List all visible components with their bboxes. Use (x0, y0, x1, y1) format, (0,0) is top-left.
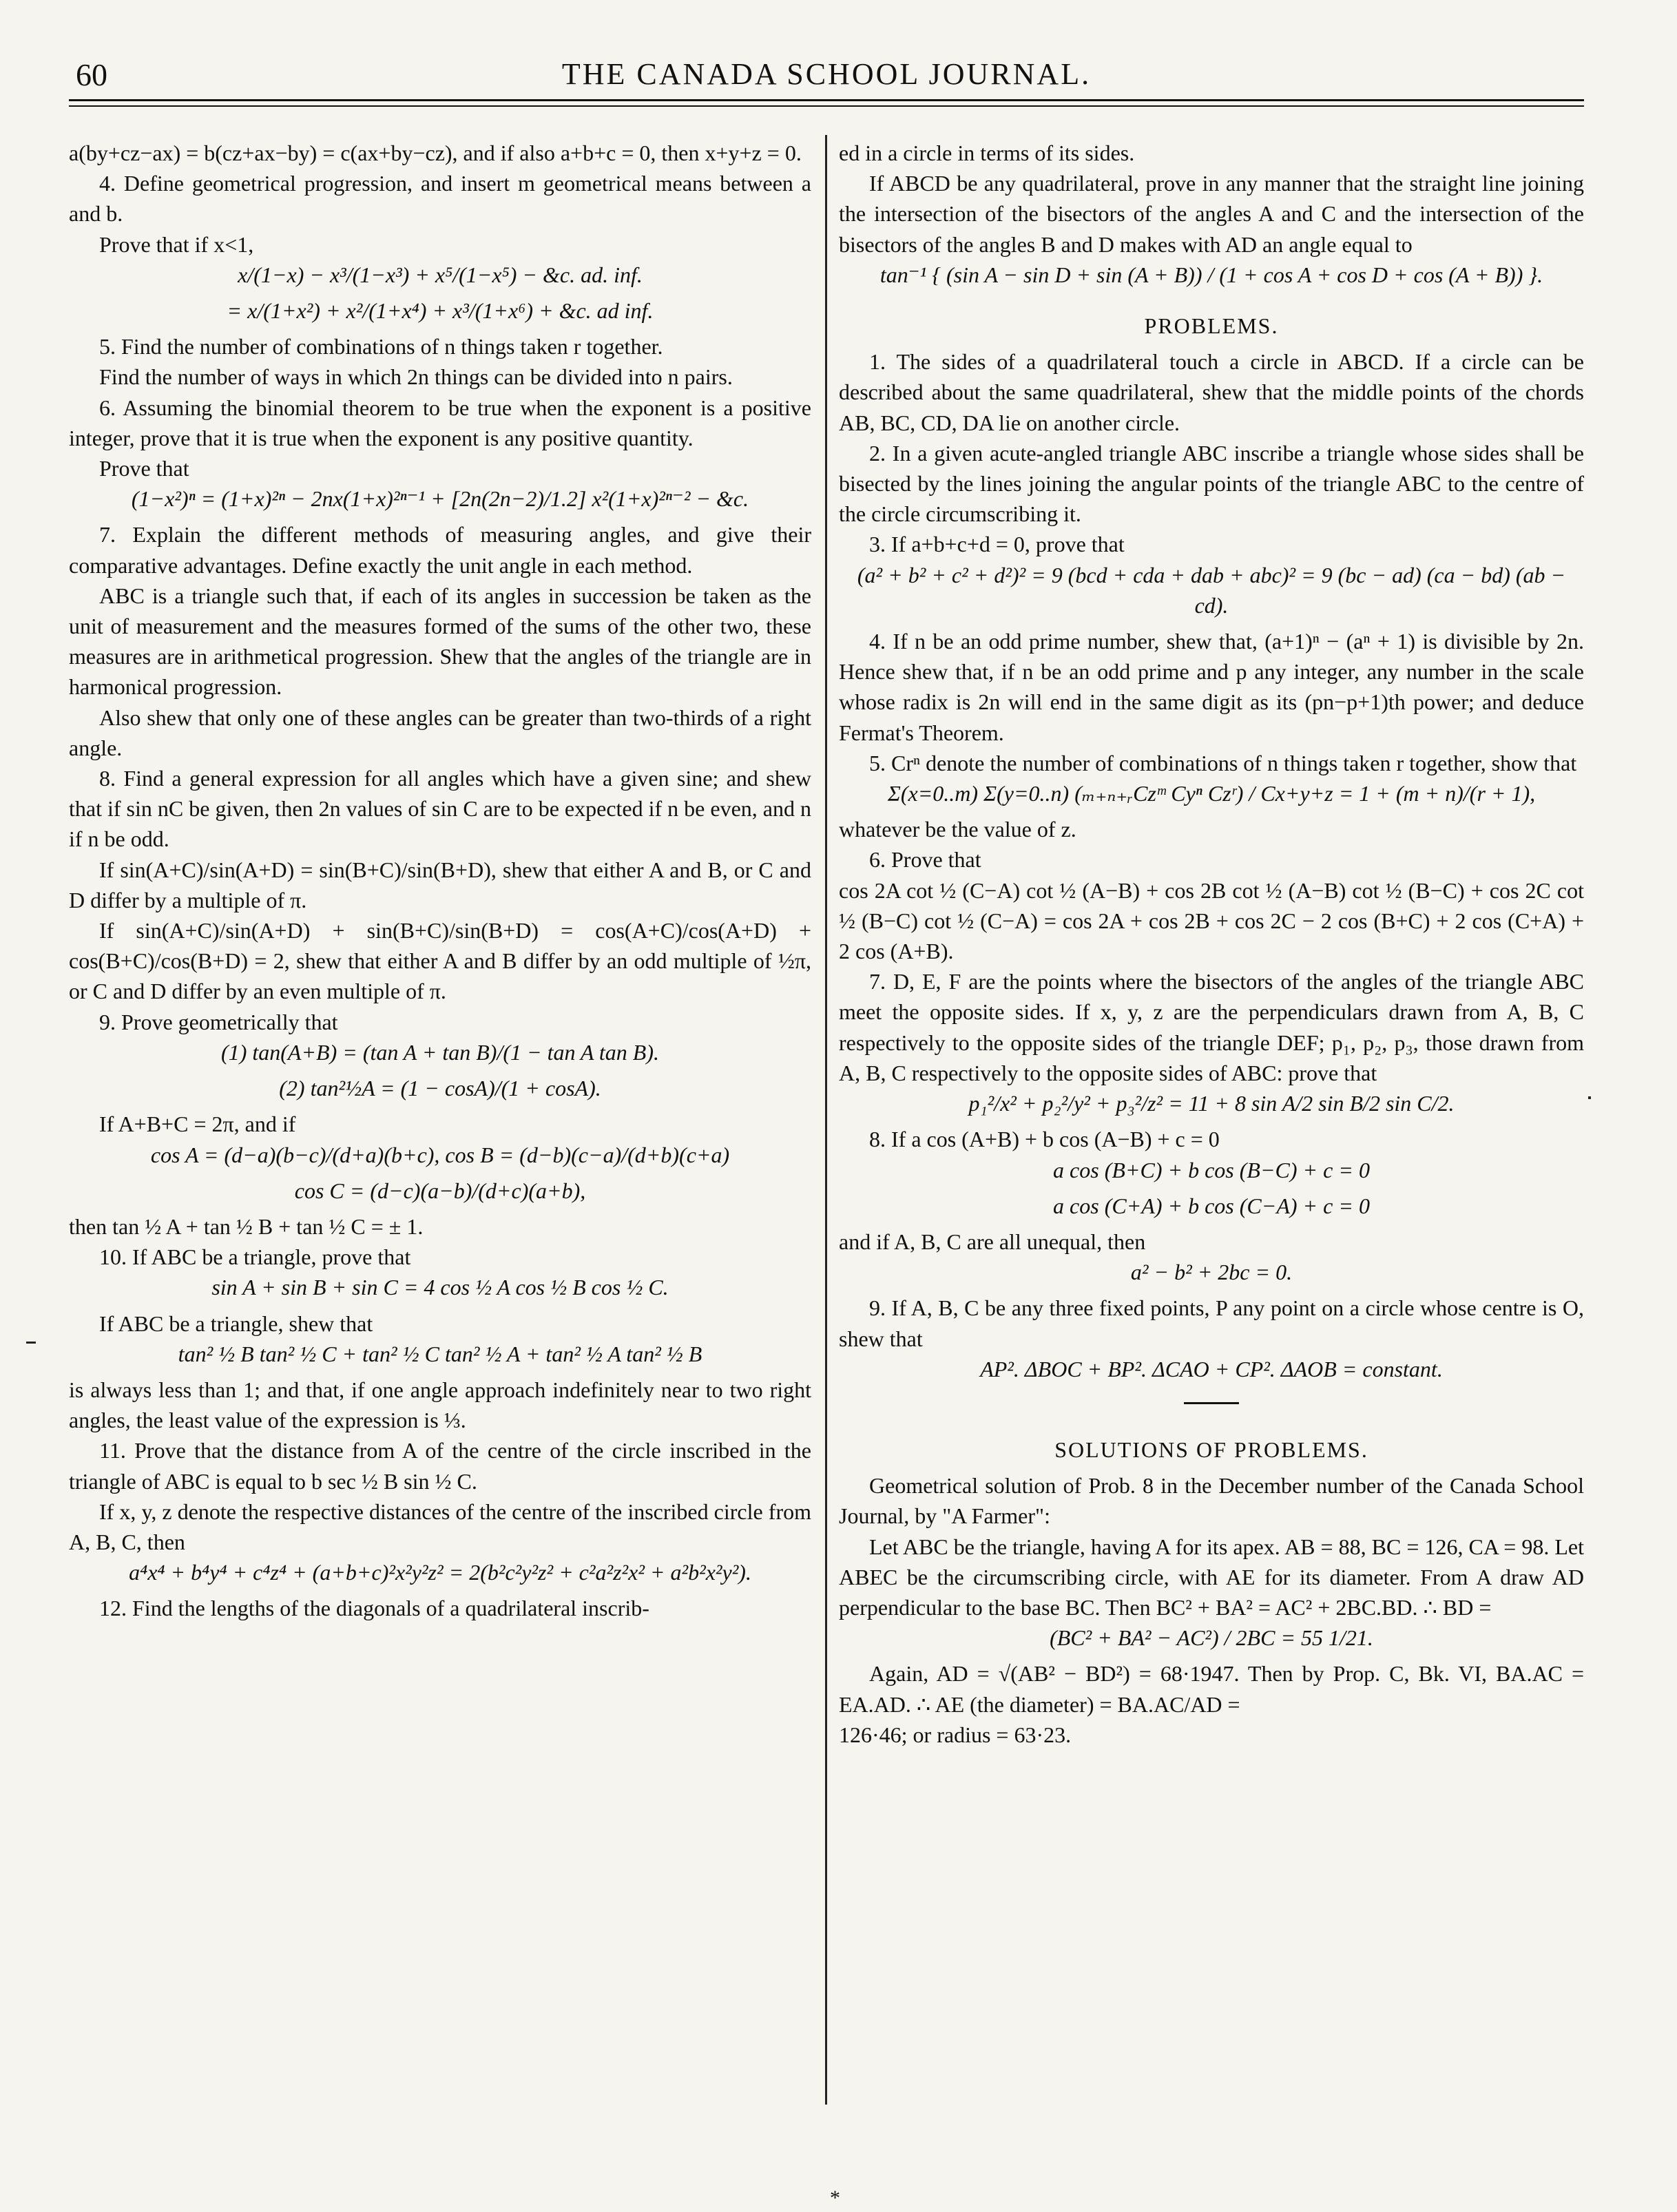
paragraph: If x, y, z denote the respective distances of the centre of the inscribed circle from A, B, C, then (69, 1499, 811, 1554)
paragraph: 9. Prove geometrically that (99, 1009, 338, 1034)
formula: a cos (B+C) + b cos (B−C) + c = 0 (1053, 1157, 1370, 1182)
paragraph: If ABCD be any quadrilateral, prove in any manner that the straight line joining the intersection of the bisectors of the angles A and C and the intersection of the bisectors of the angles B and D makes with AD an angle equal to (839, 171, 1584, 257)
formula: a² − b² + 2bc = 0. (1130, 1260, 1293, 1285)
formula: (BC² + BA² − AC²) / 2BC = 55 1/21. (1050, 1625, 1373, 1651)
right-column (839, 138, 1584, 1750)
journal-title: THE CANADA SCHOOL JOURNAL. (561, 57, 1092, 91)
paragraph: is always less than 1; and that, if one angle approach indefinitely near to two right angles, the least value of the expression is ⅓. (69, 1377, 811, 1433)
paragraph: 5. Crⁿ denote the number of combinations of n things taken r together, show that (869, 750, 1577, 775)
formula: x/(1−x) − x³/(1−x³) + x⁵/(1−x⁵) − &c. ad. inf. (238, 262, 643, 287)
paragraph: 4. Define geometrical progression, and insert m geometrical means between a and b. (69, 171, 811, 227)
paragraph: 9. If A, B, C be any three fixed points, P any point on a circle whose centre is O, shew that (839, 1295, 1584, 1351)
page-header (69, 56, 1584, 98)
section-rule (1184, 1402, 1239, 1404)
paragraph: If ABC be a triangle, shew that (99, 1311, 373, 1336)
paragraph: Also shew that only one of these angles can be greater than two-thirds of a right angle. (69, 705, 811, 760)
left-column (69, 138, 811, 1624)
paragraph: ABC is a triangle such that, if each of its angles in succession be taken as the unit of measurement and the measures formed of the sums of the other two, these measures are in arithmetical progression. Shew that the angles of the triangle are in harmonical progression. (69, 583, 811, 700)
paragraph: Prove that if x<1, (99, 231, 254, 257)
paragraph: 8. Find a general expression for all angles which have a given sine; and shew that if sin nC be given, then 2n values of sin C are to be expected if n be even, and n if n be odd. (69, 766, 811, 852)
formula: tan⁻¹ { (sin A − sin D + sin (A + B)) / (1 + cos A + cos D + cos (A + B)) }. (879, 262, 1543, 287)
paragraph: 4. If n be an odd prime number, shew that, (a+1)ⁿ − (aⁿ + 1) is divisible by 2n. Hence shew that, if n be an odd prime and p any integer, any number in the scale whose radix is 2n will end in the same digit as its (pn−p+1)th power; and deduce Fermat's Theorem. (839, 629, 1584, 745)
paragraph: 12. Find the lengths of the diagonals of a quadrilateral inscrib- (99, 1596, 649, 1621)
formula: = x/(1+x²) + x²/(1+x⁴) + x³/(1+x⁶) + &c. ad inf. (227, 298, 654, 324)
paragraph: a(by+cz−ax) = b(cz+ax−by) = c(ax+by−cz), and if also a+b+c = 0, then x+y+z = 0. (69, 140, 802, 165)
paragraph: Geometrical solution of Prob. 8 in the December number of the Canada School Journal, by "A Farmer": (839, 1473, 1584, 1529)
formula: tan² ½ B tan² ½ C + tan² ½ C tan² ½ A + tan² ½ A tan² ½ B (178, 1341, 702, 1366)
formula: Σ(x=0..m) Σ(y=0..n) (ₘ₊ₙ₊ᵣCzᵐ Cyⁿ Czʳ) / Cx+y+z = 1 + (m + n)/(r + 1), (887, 781, 1536, 806)
formula: (1−x²)ⁿ = (1+x)²ⁿ − 2nx(1+x)²ⁿ⁻¹ + [2n(2n−2)/1.2] x²(1+x)²ⁿ⁻² − &c. (131, 486, 749, 512)
paragraph: cos 2A cot ½ (C−A) cot ½ (A−B) + cos 2B cot ½ (A−B) cot ½ (B−C) + cos 2C cot ½ (B−C) cot ½ (C−A) = cos 2A + cos 2B + cos 2C − 2 cos (B+C) + 2 cos (C+A) + 2 cos (A+B). (839, 877, 1584, 964)
paragraph: 2. In a given acute-angled triangle ABC inscribe a triangle whose sides shall be bisected by the lines joining the angular points of the triangle ABC to the centre of the circle circumscribing it. (839, 440, 1584, 527)
margin-mark (26, 1342, 36, 1344)
paragraph: If sin(A+C)/sin(A+D) = sin(B+C)/sin(B+D), shew that either A and B, or C and D differ by a multiple of π. (69, 857, 811, 912)
formula: (2) tan²½A = (1 − cosA)/(1 + cosA). (279, 1076, 601, 1101)
column-divider (825, 135, 827, 2105)
formula: (a² + b² + c² + d²)² = 9 (bcd + cda + dab + abc)² = 9 (bc − ad) (ca − bd) (ab − cd). (857, 562, 1566, 618)
formula: sin A + sin B + sin C = 4 cos ½ A cos ½ B cos ½ C. (211, 1275, 669, 1300)
formula: p₁²/x² + p₂²/y² + p₃²/z² = 11 + 8 sin A/2 sin B/2 sin C/2. (968, 1091, 1455, 1116)
formula: a⁴x⁴ + b⁴y⁴ + c⁴z⁴ + (a+b+c)²x²y²z² = 2(b²c²y²z² + c²a²z²x² + a²b²x²y²). (129, 1560, 751, 1585)
paragraph: and if A, B, C are all unequal, then (839, 1229, 1146, 1254)
paragraph: Find the number of ways in which 2n things can be divided into n pairs. (99, 364, 733, 390)
paragraph: Prove that (99, 456, 189, 481)
paragraph: If sin(A+C)/sin(A+D) + sin(B+C)/sin(B+D) = cos(A+C)/cos(A+D) + cos(B+C)/cos(B+D) = 2, shew that either A and B differ by an odd multiple of ½π, or C and D differ by an even multiple of π. (69, 918, 811, 1004)
header-rule-bottom (69, 105, 1584, 107)
paragraph: 7. Explain the different methods of measuring angles, and give their comparative advantages. Define exactly the unit angle in each method. (69, 522, 811, 578)
section-heading: SOLUTIONS OF PROBLEMS. (1054, 1437, 1368, 1462)
formula: a cos (C+A) + b cos (C−A) + c = 0 (1053, 1193, 1370, 1218)
paragraph: Again, AD = √(AB² − BD²) = 68·1947. Then by Prop. C, Bk. VI, BA.AC = EA.AD. ∴ AE (the diameter) = BA.AC/AD = (839, 1661, 1584, 1717)
paragraph: 5. Find the number of combinations of n things taken r together. (99, 334, 663, 359)
paragraph: 8. If a cos (A+B) + b cos (A−B) + c = 0 (869, 1127, 1220, 1152)
paragraph: then tan ½ A + tan ½ B + tan ½ C = ± 1. (69, 1213, 424, 1239)
paragraph: 10. If ABC be a triangle, prove that (99, 1244, 411, 1270)
paragraph: 11. Prove that the distance from A of the centre of the circle inscribed in the triangle of ABC is equal to b sec ½ B sin ½ C. (69, 1438, 811, 1494)
section-heading: PROBLEMS. (1144, 313, 1279, 339)
formula: cos C = (d−c)(a−b)/(d+c)(a+b), (294, 1178, 586, 1203)
paragraph: 7. D, E, F are the points where the bisectors of the angles of the triangle ABC meet the opposite sides. If x, y, z are the perpendiculars drawn from A, B, C respectively to the opposite sides of the triangle DEF; p₁, p₂, p₃, those drawn from A, B, C respectively to the opposite sides of ABC: prove that (839, 969, 1584, 1085)
footer-mark: * (830, 2187, 840, 2209)
formula: cos A = (d−a)(b−c)/(d+a)(b+c), cos B = (d−b)(c−a)/(d+b)(c+a) (150, 1142, 730, 1167)
margin-mark (1588, 1096, 1591, 1099)
paragraph: 126·46; or radius = 63·23. (839, 1722, 1072, 1747)
paragraph: Let ABC be the triangle, having A for its apex. AB = 88, BC = 126, CA = 98. Let ABEC be the circumscribing circle, with AE for its diameter. From A draw AD perpendicular to the base BC. Then BC² + BA² = AC² + 2BC.BD. ∴ BD = (839, 1534, 1584, 1620)
paragraph: 6. Prove that (869, 847, 981, 873)
paragraph: 3. If a+b+c+d = 0, prove that (869, 532, 1125, 557)
paragraph: 1. The sides of a quadrilateral touch a circle in ABCD. If a circle can be described about the same quadrilateral, shew that the middle points of the chords AB, BC, CD, DA lie on another circle. (839, 349, 1584, 435)
page-number: 60 (76, 57, 107, 92)
paragraph: whatever be the value of z. (839, 817, 1076, 842)
formula: (1) tan(A+B) = (tan A + tan B)/(1 − tan A tan B). (221, 1039, 659, 1065)
paragraph: ed in a circle in terms of its sides. (839, 140, 1135, 165)
header-rule-top (69, 99, 1584, 101)
paragraph: 6. Assuming the binomial theorem to be true when the exponent is a positive integer, prove that it is true when the exponent is any positive quantity. (69, 395, 811, 450)
paragraph: If A+B+C = 2π, and if (99, 1112, 296, 1137)
formula: AP². ΔBOC + BP². ΔCAO + CP². ΔAOB = constant. (980, 1356, 1443, 1381)
